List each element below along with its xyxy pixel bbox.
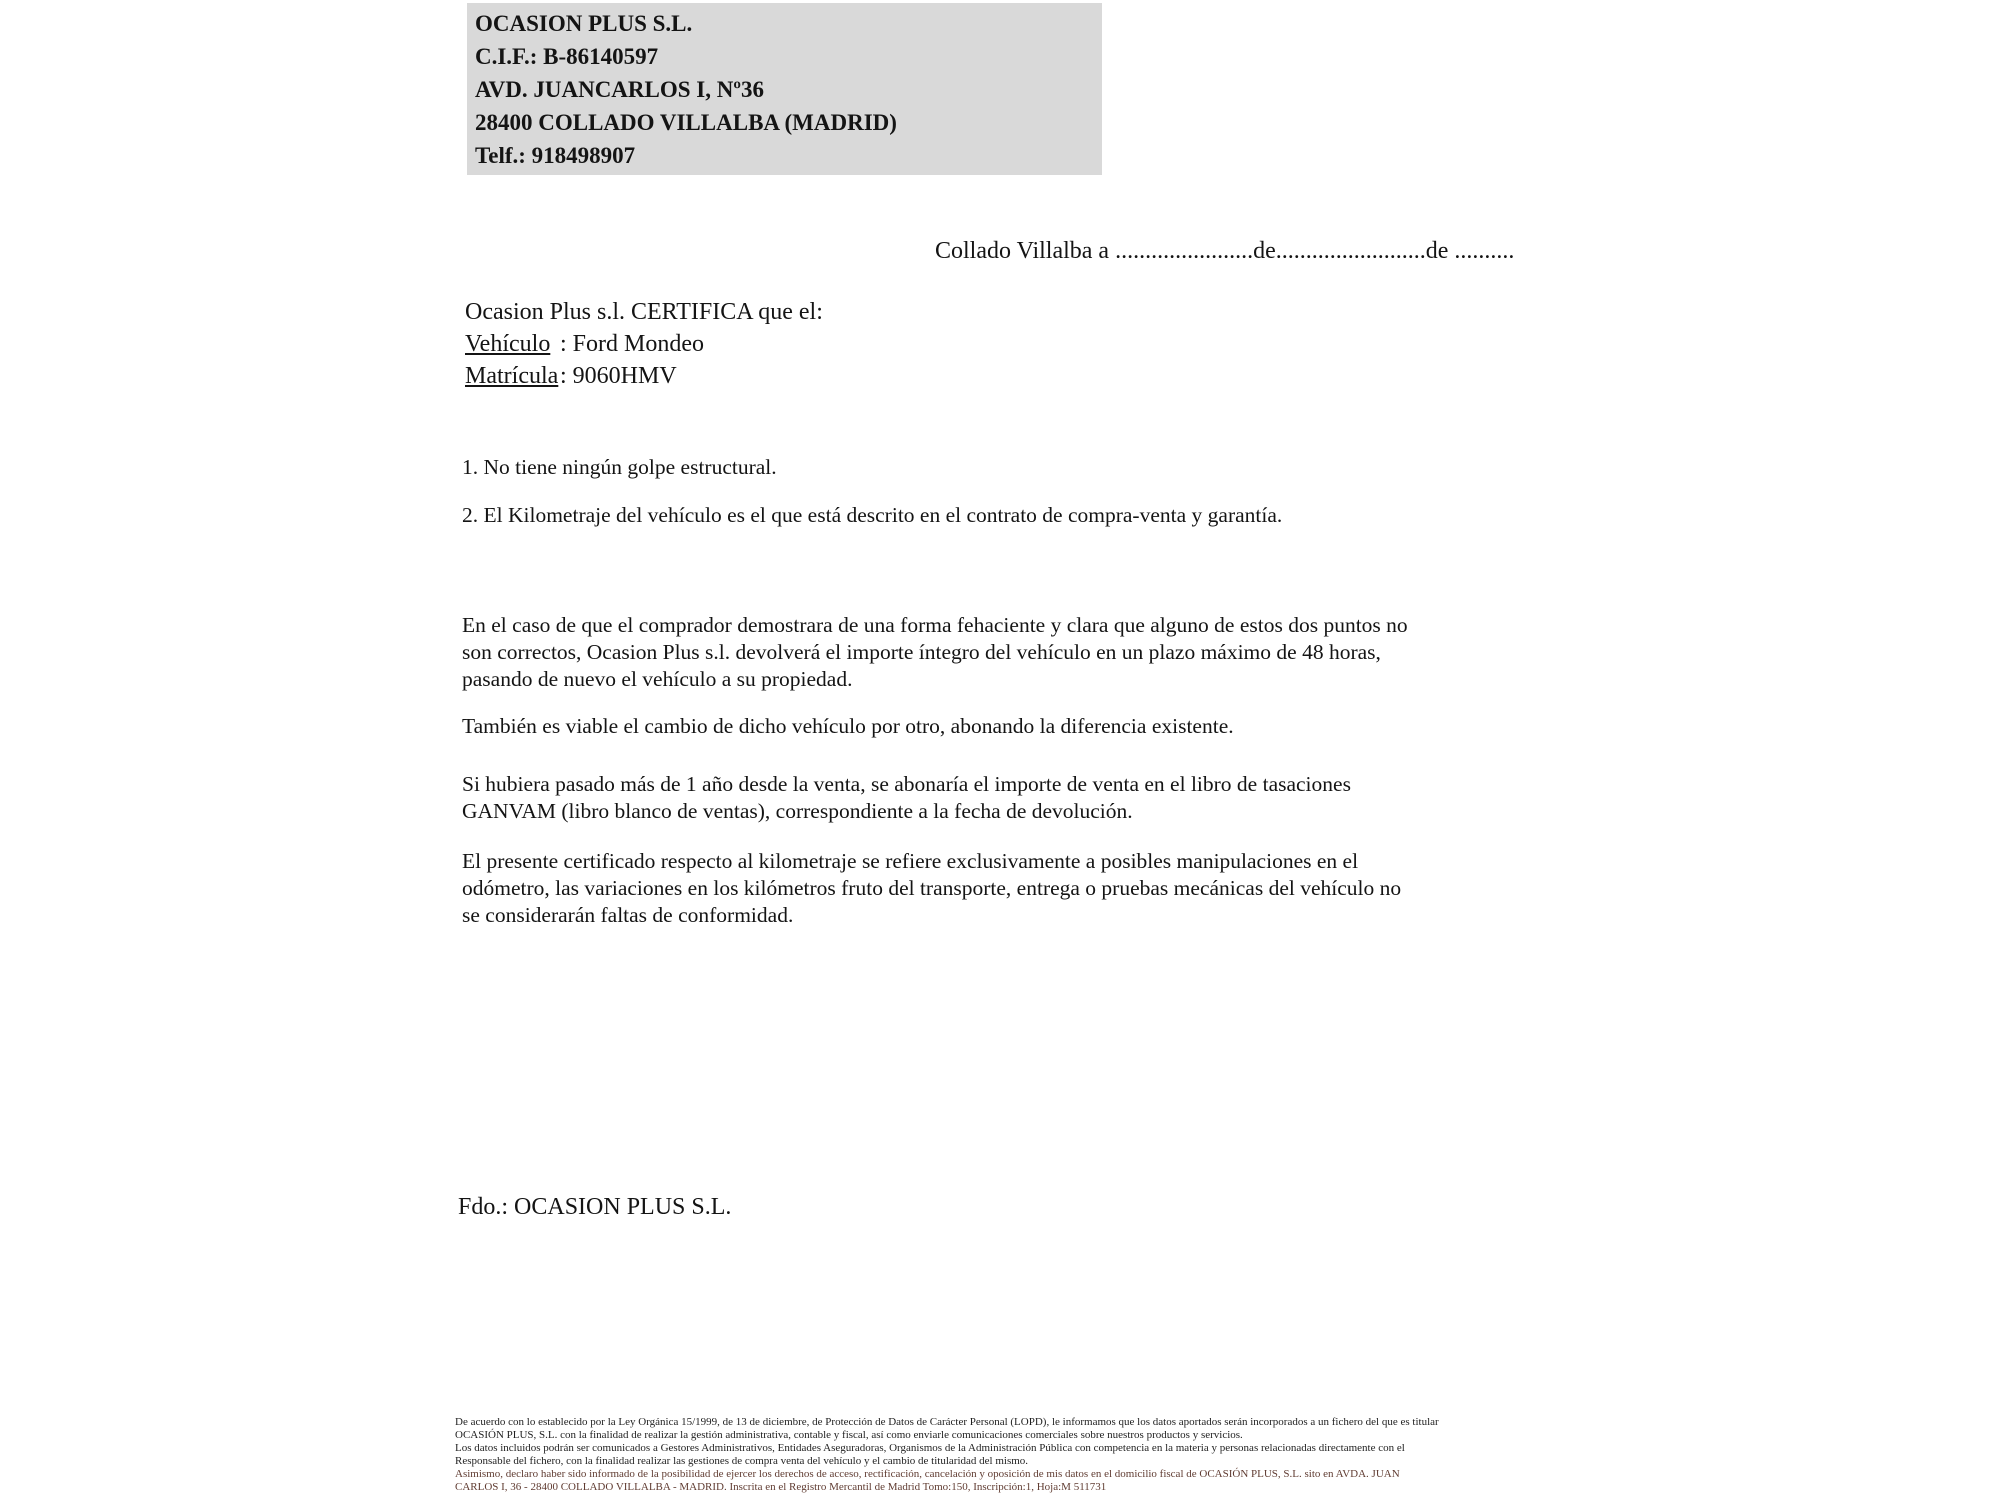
company-address: AVD. JUANCARLOS I, Nº36	[475, 77, 764, 102]
legal-line-recipients: Los datos incluidos podrán ser comunicados a Gestores Administrativos, Entidades Aseguradoras, Organismos de la Administración Pública con competencia en la materia y personas relacionadas directamente con el	[455, 1442, 1405, 1454]
paragraph-odometer-line: se considerarán faltas de conformidad.	[462, 903, 794, 927]
company-header-box	[467, 3, 1102, 175]
paragraph-exchange-line: También es viable el cambio de dicho vehículo por otro, abonando la diferencia existente.	[462, 714, 1234, 738]
paragraph-refund	[462, 612, 1408, 693]
certificate-block	[465, 296, 823, 392]
signature-line: Fdo.: OCASION PLUS S.L.	[458, 1194, 732, 1220]
company-cif: C.I.F.: B-86140597	[475, 44, 659, 69]
plate-row	[465, 360, 823, 392]
legal-notice	[455, 1416, 1439, 1494]
legal-line-rights: Asimismo, declaro haber sido informado de la posibilidad de ejercer los derechos de acceso, rectificación, cancelación y oposición de mis datos en el domicilio fiscal de OCASIÓN PLUS, S.L. sito en AVDA. JUAN	[455, 1468, 1400, 1480]
vehicle-row	[465, 328, 823, 360]
paragraph-ganvam	[462, 771, 1351, 825]
paragraph-odometer	[462, 848, 1401, 929]
legal-line-responsible: Responsable del fichero, con la finalidad realizar las gestiones de compra venta del vehículo y el cambio de titularidad del mismo.	[455, 1455, 1029, 1467]
company-city: 28400 COLLADO VILLALBA (MADRID)	[475, 110, 897, 135]
clause-mileage: 2. El Kilometraje del vehículo es el que está descrito en el contrato de compra-venta y garantía.	[462, 503, 1283, 527]
legal-line-registry: CARLOS I, 36 - 28400 COLLADO VILLALBA - MADRID. Inscrita en el Registro Mercantil de Madrid Tomo:150, Inscripción:1, Hoja:M 511731	[455, 1481, 1107, 1493]
paragraph-refund-line: pasando de nuevo el vehículo a su propiedad.	[462, 667, 853, 691]
paragraph-refund-line: En el caso de que el comprador demostrara de una forma fehaciente y clara que alguno de estos dos puntos no	[462, 613, 1408, 637]
paragraph-exchange	[462, 713, 1234, 740]
paragraph-odometer-line: odómetro, las variaciones en los kilómetros fruto del transporte, entrega o pruebas mecánicas del vehículo no	[462, 876, 1402, 900]
vehicle-value: : Ford Mondeo	[560, 331, 704, 357]
plate-value: : 9060HMV	[560, 363, 677, 389]
paragraph-ganvam-line: GANVAM (libro blanco de ventas), correspondiente a la fecha de devolución.	[462, 799, 1133, 823]
paragraph-refund-line: son correctos, Ocasion Plus s.l. devolverá el importe íntegro del vehículo en un plazo máximo de 48 horas,	[462, 640, 1381, 664]
legal-line-purpose: OCASIÓN PLUS, S.L. con la finalidad de realizar la gestión administrativa, contable y fiscal, así como enviarle comunicaciones comerciales sobre nuestros productos y servicios.	[455, 1429, 1243, 1441]
legal-line-lopd: De acuerdo con lo establecido por la Ley Orgánica 15/1999, de 13 de diciembre, de Protección de Datos de Carácter Personal (LOPD), le informamos que los datos aportados serán incorporados a un fichero del que es titular	[455, 1416, 1439, 1428]
date-line: Collado Villalba a .......................de.........................de ..........	[935, 238, 1515, 264]
company-phone: Telf.: 918498907	[475, 143, 636, 168]
clause-structural: 1. No tiene ningún golpe estructural.	[462, 455, 777, 479]
certify-intro: Ocasion Plus s.l. CERTIFICA que el:	[465, 299, 823, 325]
company-name: OCASION PLUS S.L.	[475, 11, 693, 36]
paragraph-odometer-line: El presente certificado respecto al kilometraje se refiere exclusivamente a posibles manipulaciones en el	[462, 849, 1359, 873]
paragraph-ganvam-line: Si hubiera pasado más de 1 año desde la venta, se abonaría el importe de venta en el libro de tasaciones	[462, 772, 1351, 796]
plate-label: Matrícula	[465, 363, 559, 389]
vehicle-label: Vehículo	[465, 331, 551, 357]
